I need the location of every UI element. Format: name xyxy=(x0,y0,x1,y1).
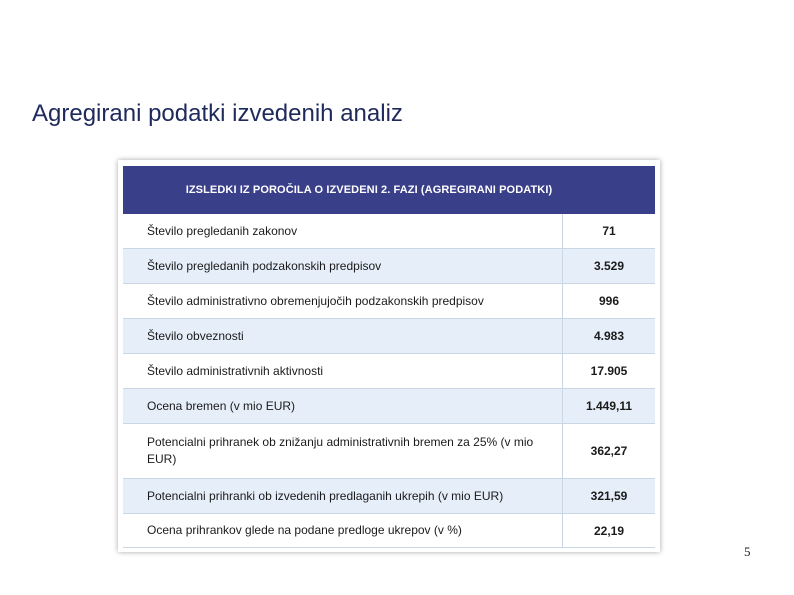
row-label: Potencialni prihranki ob izvedenih predlaganih ukrepih (v mio EUR) xyxy=(147,488,504,503)
page-number: 5 xyxy=(744,544,751,559)
table-row xyxy=(123,389,655,424)
row-label: Število pregledanih podzakonskih predpisov xyxy=(147,258,382,273)
table-header: IZSLEDKI IZ POROČILA O IZVEDENI 2. FAZI (AGREGIRANI PODATKI) xyxy=(123,166,655,214)
results-table-image xyxy=(118,160,660,552)
row-label: Število obveznosti xyxy=(147,328,244,343)
table-row xyxy=(123,514,655,548)
table-row xyxy=(123,354,655,389)
row-value: 362,27 xyxy=(562,424,655,478)
row-label: Ocena bremen (v mio EUR) xyxy=(147,398,296,413)
row-value: 22,19 xyxy=(562,514,655,547)
row-label: Število administrativnih aktivnosti xyxy=(147,363,324,378)
row-value: 3.529 xyxy=(562,249,655,283)
slide-title: Agregirani podatki izvedenih analiz xyxy=(32,100,403,127)
table-row xyxy=(123,479,655,514)
table-row xyxy=(123,424,655,479)
row-label: Število pregledanih zakonov xyxy=(147,223,298,238)
row-label: Potencialni prihranek ob znižanju administrativnih bremen za 25% (v mio EUR) xyxy=(147,435,534,466)
row-value: 1.449,11 xyxy=(562,389,655,423)
row-label: Število administrativno obremenjujočih podzakonskih predpisov xyxy=(147,293,484,308)
table-row xyxy=(123,284,655,319)
row-label: Ocena prihrankov glede na podane predloge ukrepov (v %) xyxy=(147,523,462,537)
table-row xyxy=(123,319,655,354)
row-value: 71 xyxy=(562,214,655,248)
row-value: 321,59 xyxy=(562,479,655,513)
results-table xyxy=(123,166,655,548)
row-value: 4.983 xyxy=(562,319,655,353)
row-value: 17.905 xyxy=(562,354,655,388)
row-value: 996 xyxy=(562,284,655,318)
table-row xyxy=(123,249,655,284)
table-row xyxy=(123,214,655,249)
